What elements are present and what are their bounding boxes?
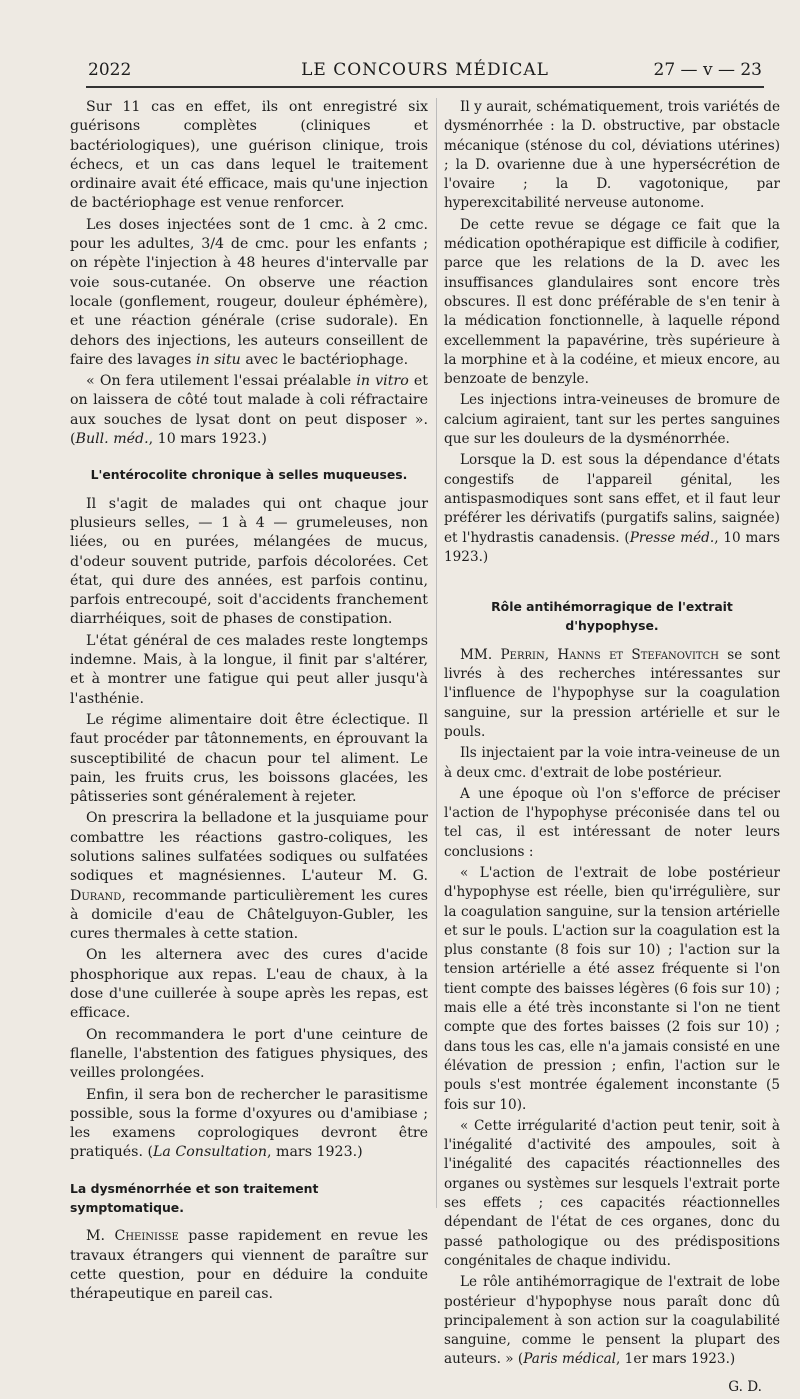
section-heading-dysmenorrhee: La dysménorrhée et son traitement symptomatique. [70,1180,319,1216]
paragraph: M. Cheinisse passe rapidement en revue les travaux étrangers qui viennent de paraître sur cette question, pour en déduire la conduite thérapeutique en pareil cas. [70,1228,428,1303]
signature: G. D. [728,1378,762,1395]
page-number: 2022 [88,60,132,80]
paragraph: MM. Perrin, Hanns et Stefanovitch se sont livrés à des recherches intéressantes sur l'influence de l'hypophyse sur la coagulation sanguine, sur la pression artérielle et sur le pouls. [444,646,780,740]
paragraph: On prescrira la belladone et la jusquiame pour combattre les réactions gastro-coliques, les solutions salines sulfatées sodiques ou sulfatées sodiques et magnésiennes. L'auteur M. G. Durand, recommande particulièrement les cures à domicile d'eau de Châtelguyon-Gubler, les cures thermales à cette station. [70,810,428,943]
paragraph: Ils injectaient par la voie intra-veineuse de un à deux cmc. d'extrait de lobe postérieur. [444,745,780,781]
paragraph: A une époque où l'on s'efforce de préciser l'action de l'hypophyse préconisée dans tel ou tel cas, il est intéressant de noter leurs conclusions : [444,785,780,860]
author-names: Perrin, Hanns et Stefanovitch [500,646,719,663]
paragraph: Les doses injectées sont de 1 cmc. à 2 cmc. pour les adultes, 3/4 de cmc. pour les enfants ; on répète l'injection à 48 heures d'intervalle par voie sous-cutanée. On observe une réaction locale (gonflement, rougeur, douleur éphémère), et une réaction générale (crise sudorale). En dehors des injections, les auteurs conseillent de faire des lavages in situ avec le bactériophage. [70,216,428,368]
paragraph: L'état général de ces malades reste longtemps indemne. Mais, à la longue, il finit par s'altérer, et à montrer une fatigue qui peut aller jusqu'à l'asthénie. [70,632,428,707]
paragraph: Sur 11 cas en effet, ils ont enregistré six guérisons complètes (cliniques et bactériologiques), une guérison clinique, trois échecs, et un cas dans lequel le traitement ordinaire avait été efficace, mais qu'une injection de bactériophage est venue renforcer. [70,99,428,212]
author-name: Cheinisse [114,1228,179,1245]
paragraph: Le régime alimentaire doit être éclectique. Il faut procéder par tâtonnements, en éprouvant la susceptibilité de chacun pour tel aliment. Le pain, les fruits crus, les boissons glacées, les pâtisseries sont généralement à rejeter. [70,711,428,806]
paragraph: On recommandera le port d'une ceinture de flanelle, l'abstention des fatigues physiques, des veilles prolongées. [70,1026,428,1082]
paragraph: Le rôle antihémorragique de l'extrait de lobe postérieur d'hypophyse nous paraît donc dû principalement à son action sur la coagulabilité sanguine, comme le pensent la plupart des auteurs. » (Paris médical, 1er mars 1923.) [444,1274,780,1368]
page-header [88,60,762,82]
paragraph: Il s'agit de malades qui ont chaque jour plusieurs selles, — 1 à 4 — grumeleuses, non liées, ou en purées, mélangées de mucus, d'odeur souvent putride, parfois décolorées. Cet état, qui dure des années, est parfois continu, parfois entrecoupé, soit d'accidents franchement diarrhéiques, soit de phases de constipation. [70,495,428,628]
paragraph: Il y aurait, schématiquement, trois variétés de dysménorrhée : la D. obstructive, par obstacle mécanique (sténose du col, déviations utérines) ; la D. ovarienne due à une hypersécrétion de l'ovaire ; la D. vagotonique, par hyperexcitabilité nerveuse autonome. [444,99,780,212]
journal-title: LE CONCOURS MÉDICAL [301,60,549,80]
issue-date: 27 — v — 23 [653,60,762,80]
paragraph: Lorsque la D. est sous la dépendance d'états congestifs de l'appareil génital, les antispasmodiques sont sans effet, et il faut leur préférer les dérivatifs (purgatifs salins, saignée) et l'hydrastis canadensis. (Presse méd., 10 mars 1923.) [444,452,781,565]
column-divider [436,98,437,1208]
left-column [70,98,428,1307]
paragraph: On les alternera avec des cures d'acide phosphorique aux repas. L'eau de chaux, à la dose d'une cuillerée à soupe après les repas, est efficace. [70,947,428,1022]
paragraph: « On fera utilement l'essai préalable in vitro et on laissera de côté tout malade à coli réfractaire aux souches de lysat dont on peut disposer ». (Bull. méd., 10 mars 1923.) [70,373,429,448]
section-heading-enterocolite: L'entérocolite chronique à selles muqueuses. [90,467,408,483]
paragraph: Enfin, il sera bon de rechercher le parasitisme possible, sous la forme d'oxyures ou d'amibiase ; les examens coprologiques devront être pratiqués. (La Consultation, mars 1923.) [70,1086,428,1161]
right-column [444,98,780,1399]
paragraph: De cette revue se dégage ce fait que la médication opothérapique est difficile à codifier, parce que les relations de la D. avec les insuffisances glandulaires sont encore très obscures. Il est donc préférable de s'en tenir à la médication fonctionnelle, à laquelle répond excellemment la papavérine, très supérieure à la morphine et à la codéine, et mieux encore, au benzoate de benzyle. [444,216,780,388]
header-rule [86,86,764,88]
author-name: Durand [70,887,122,904]
paragraph: Les injections intra-veineuses de bromure de calcium agiraient, tant sur les pertes sanguines que sur les douleurs de la dysménorrhée. [444,392,780,448]
paragraph: « L'action de l'extrait de lobe postérieur d'hypophyse est réelle, bien qu'irrégulière, sur la coagulation sanguine, sur la tension artérielle et sur le pouls. L'action sur la coagulation est la plus constante (8 fois sur 10) ; l'action sur la tension artérielle a été assez fréquente si l'on tient compte des baisses légères (6 fois sur 10) ; mais elle a été très inconstante si l'on ne tient compte que des fortes baisses (2 fois sur 10) ; dans tous les cas, elle n'a jamais consisté en une élévation de pression ; enfin, l'action sur le pouls s'est montrée également inconstante (5 fois sur 10). [444,864,780,1113]
section-heading-hypophyse: Rôle antihémorragique de l'extrait d'hypophyse. [491,599,733,634]
paragraph: « Cette irrégularité d'action peut tenir, soit à l'inégalité d'activité des ampoules, soit à l'inégalité des capacités réactionnelles des organes ou systèmes sur lesquels l'extrait porte ses effets ; ces capacités réactionnelles dépendant de l'état de ces organes, donc du passé pathologique ou des prédispositions congénitales de chaque individu. [444,1117,780,1269]
